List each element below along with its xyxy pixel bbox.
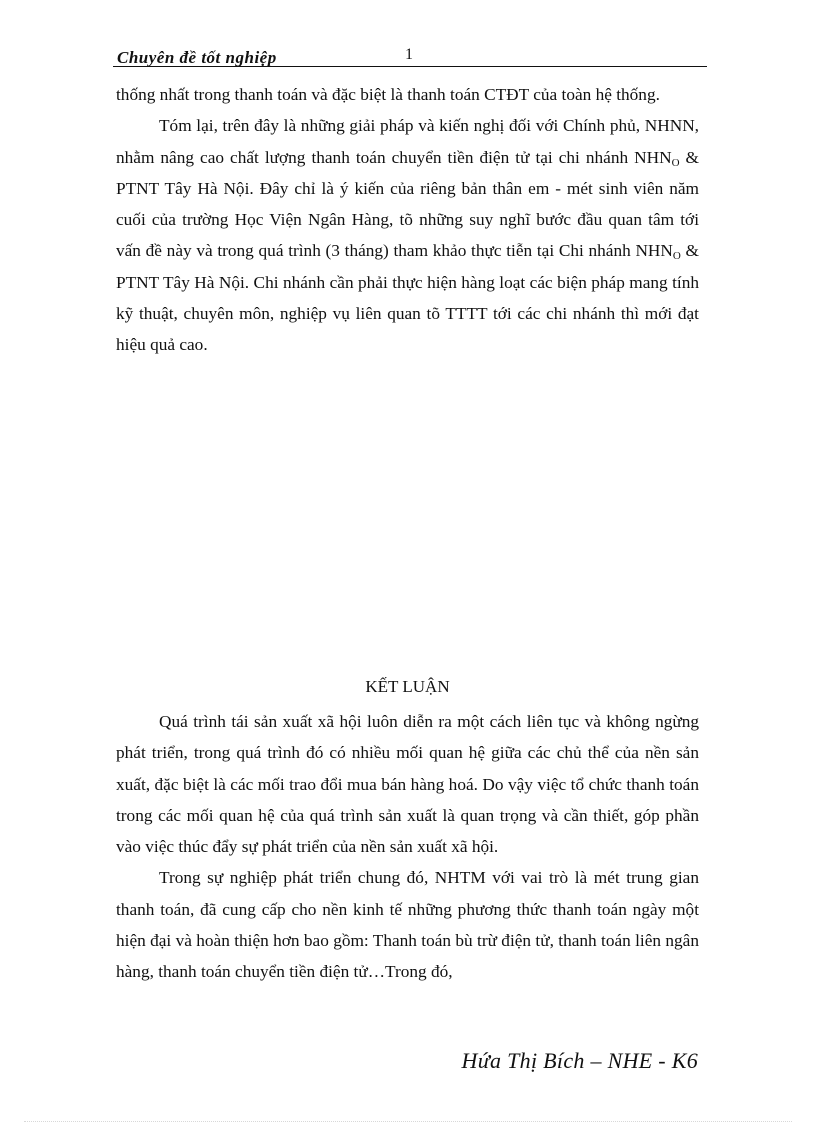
page-footer-author: Hứa Thị Bích – NHE - K6 xyxy=(461,1048,698,1073)
header-title: Chuyên đề tốt nghiệp xyxy=(117,48,277,67)
section-conclusion xyxy=(116,706,699,988)
paragraph-continuation: thống nhất trong thanh toán và đặc biệt là thanh toán CTĐT của toàn hệ thống. xyxy=(116,85,660,104)
conclusion-paragraph-1: Quá trình tái sản xuất xã hội luôn diễn ra một cách liên tục và không ngừng phát triển, trong quá trình đó có nhiều mối quan hệ giữa các chủ thể của nền sản xuất, đặc biệt là các mối trao đổi mua bán hàng hoá. Do vậy việc tổ chức thanh toán trong các mối quan hệ của quá trình sản xuất là quan trọng và cần thiết, góp phần vào việc thúc đẩy sự phát triển của nền sản xuất xã hội. xyxy=(116,712,699,857)
page-number: 1 xyxy=(405,46,413,63)
conclusion-paragraph-2: Trong sự nghiệp phát triển chung đó, NHTM với vai trò là mét trung gian thanh toán, đã cung cấp cho nền kinh tế những phương thức thanh toán ngày một hiện đại và hoàn thiện hơn bao gồm: Thanh toán bù trừ điện tử, thanh toán liên ngân hàng, thanh toán chuyển tiền điện tử…Trong đó, xyxy=(116,868,699,982)
summary-text-1: Tóm lại, trên đây là những giải pháp và kiến nghị đối với Chính phủ, NHNN, nhằm nâng cao chất lượng thanh toán chuyển tiền điện tử tại chi nhánh NHN xyxy=(116,116,699,167)
subscript-o: O xyxy=(672,250,681,263)
conclusion-heading: KẾT LUẬN xyxy=(365,677,450,696)
summary-text-3: & PTNT Tây Hà Nội. Chi nhánh cần phải thực hiện hàng loạt các biện pháp mang tính kỹ thuật, chuyên môn, nghiệp vụ liên quan tõ TTTT tới các chi nhánh thì mới đạt hiệu quả cao. xyxy=(116,241,699,355)
section-recommendations xyxy=(116,79,699,361)
page-bottom-divider xyxy=(24,1121,792,1122)
paragraph-summary xyxy=(116,110,699,360)
page-header xyxy=(113,44,707,67)
subscript-o: O xyxy=(671,156,680,169)
summary-text-2: & PTNT Tây Hà Nội. Đây chỉ là ý kiến của riêng bản thân em - mét sinh viên năm cuối của trường Học Viện Ngân Hàng, tõ những suy nghĩ bước đầu quan tâm tới vấn đề này và trong quá trình (3 tháng) tham khảo thực tiễn tại Chi nhánh NHN xyxy=(116,147,699,261)
